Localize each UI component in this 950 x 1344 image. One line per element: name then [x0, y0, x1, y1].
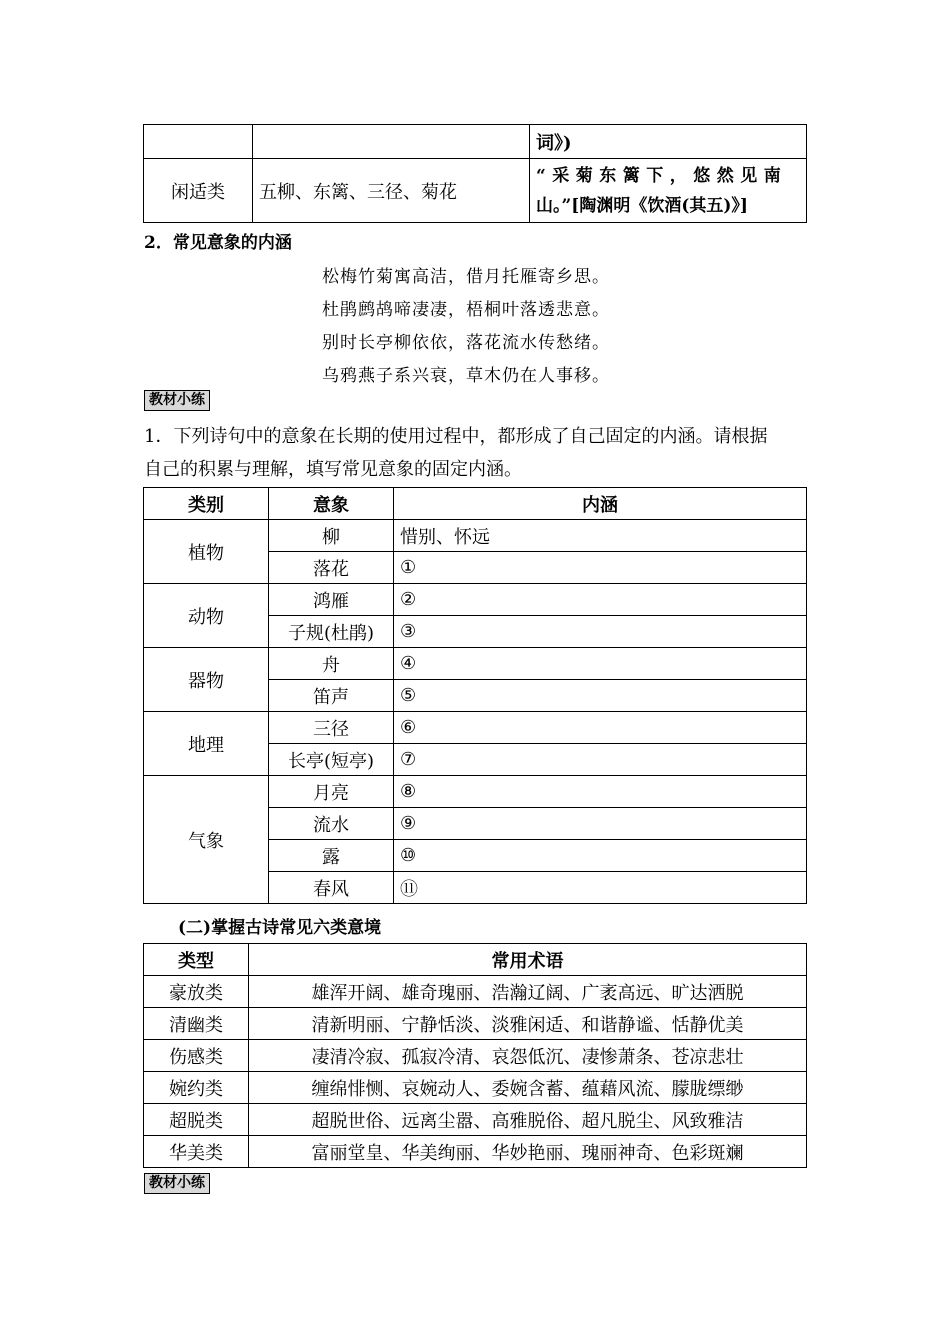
mood-type-cell: 超脱类 [144, 1104, 249, 1136]
category-cell: 地理 [144, 712, 269, 776]
image-cell: 笛声 [269, 680, 394, 712]
mood-type-cell: 清幽类 [144, 1008, 249, 1040]
question-text: 自己的积累与理解，填写常见意象的固定内涵。 [144, 459, 522, 480]
meaning-cell: ① [394, 552, 807, 584]
mood-terms-cell: 富丽堂皇、华美绚丽、华妙艳丽、瑰丽神奇、色彩斑斓 [249, 1136, 807, 1168]
column-header: 常用术语 [249, 944, 807, 976]
mood-terms-cell: 凄清冷寂、孤寂冷清、哀怨低沉、凄惨萧条、苍凉悲壮 [249, 1040, 807, 1072]
meaning-cell: ⑥ [394, 712, 807, 744]
meaning-cell: ② [394, 584, 807, 616]
meaning-cell: ⑧ [394, 776, 807, 808]
image-cell: 流水 [269, 808, 394, 840]
mood-terms-cell: 超脱世俗、远离尘嚣、高雅脱俗、超凡脱尘、风致雅洁 [249, 1104, 807, 1136]
image-cell: 鸿雁 [269, 584, 394, 616]
quote-line: 山。”[陶渊明《饮酒(其五)》] [536, 195, 748, 216]
mood-type-cell: 伤感类 [144, 1040, 249, 1072]
image-cell: 柳 [269, 520, 394, 552]
top-table-cell [253, 125, 530, 159]
image-cell: 露 [269, 840, 394, 872]
image-cell: 舟 [269, 648, 394, 680]
category-cell: 动物 [144, 584, 269, 648]
section-heading: 2．常见意象的内涵 [144, 233, 292, 253]
section-heading: (二)掌握古诗常见六类意境 [178, 918, 382, 938]
mood-type-cell: 华美类 [144, 1136, 249, 1168]
top-table-cell [144, 125, 253, 159]
column-header: 类别 [144, 488, 269, 520]
image-cell: 子规(杜鹃) [269, 616, 394, 648]
imagery-table [143, 487, 807, 904]
top-table [143, 124, 807, 223]
meaning-cell: ⑩ [394, 840, 807, 872]
top-table-cell: 闲适类 [144, 159, 253, 223]
section-tag: 教材小练 [144, 1173, 210, 1194]
mood-table [143, 943, 807, 1168]
poem-line: 乌鸦燕子系兴衰，草木仍在人事移。 [322, 366, 610, 386]
meaning-cell: ⑦ [394, 744, 807, 776]
poem-line: 松梅竹菊寓高洁，借月托雁寄乡思。 [322, 267, 610, 287]
poem-line: 别时长亭柳依依，落花流水传愁绪。 [322, 333, 610, 353]
image-cell: 三径 [269, 712, 394, 744]
meaning-cell: ⑨ [394, 808, 807, 840]
quote-line: “采菊东篱下，悠然见南 [536, 165, 788, 186]
column-header: 类型 [144, 944, 249, 976]
mood-terms-cell: 清新明丽、宁静恬淡、淡雅闲适、和谐静谧、恬静优美 [249, 1008, 807, 1040]
top-table-cell: 五柳、东篱、三径、菊花 [253, 159, 530, 223]
image-cell: 长亭(短亭) [269, 744, 394, 776]
top-table-cell: 词》) [530, 125, 807, 159]
image-cell: 春风 [269, 872, 394, 904]
meaning-cell: ④ [394, 648, 807, 680]
column-header: 内涵 [394, 488, 807, 520]
top-table-quote-cell [530, 159, 807, 223]
meaning-cell: ⑤ [394, 680, 807, 712]
meaning-cell: ⑪ [394, 872, 807, 904]
meaning-cell: 惜别、怀远 [394, 520, 807, 552]
mood-type-cell: 豪放类 [144, 976, 249, 1008]
category-cell: 气象 [144, 776, 269, 904]
category-cell: 植物 [144, 520, 269, 584]
mood-terms-cell: 雄浑开阔、雄奇瑰丽、浩瀚辽阔、广袤高远、旷达洒脱 [249, 976, 807, 1008]
section-tag: 教材小练 [144, 390, 210, 411]
mood-terms-cell: 缠绵悱恻、哀婉动人、委婉含蓄、蕴藉风流、朦胧缥缈 [249, 1072, 807, 1104]
meaning-cell: ③ [394, 616, 807, 648]
poem-line: 杜鹃鹧鸪啼凄凄，梧桐叶落透悲意。 [322, 300, 610, 320]
image-cell: 落花 [269, 552, 394, 584]
mood-type-cell: 婉约类 [144, 1072, 249, 1104]
category-cell: 器物 [144, 648, 269, 712]
image-cell: 月亮 [269, 776, 394, 808]
question-text: 1．下列诗句中的意象在长期的使用过程中，都形成了自己固定的内涵。请根据 [144, 426, 768, 447]
column-header: 意象 [269, 488, 394, 520]
